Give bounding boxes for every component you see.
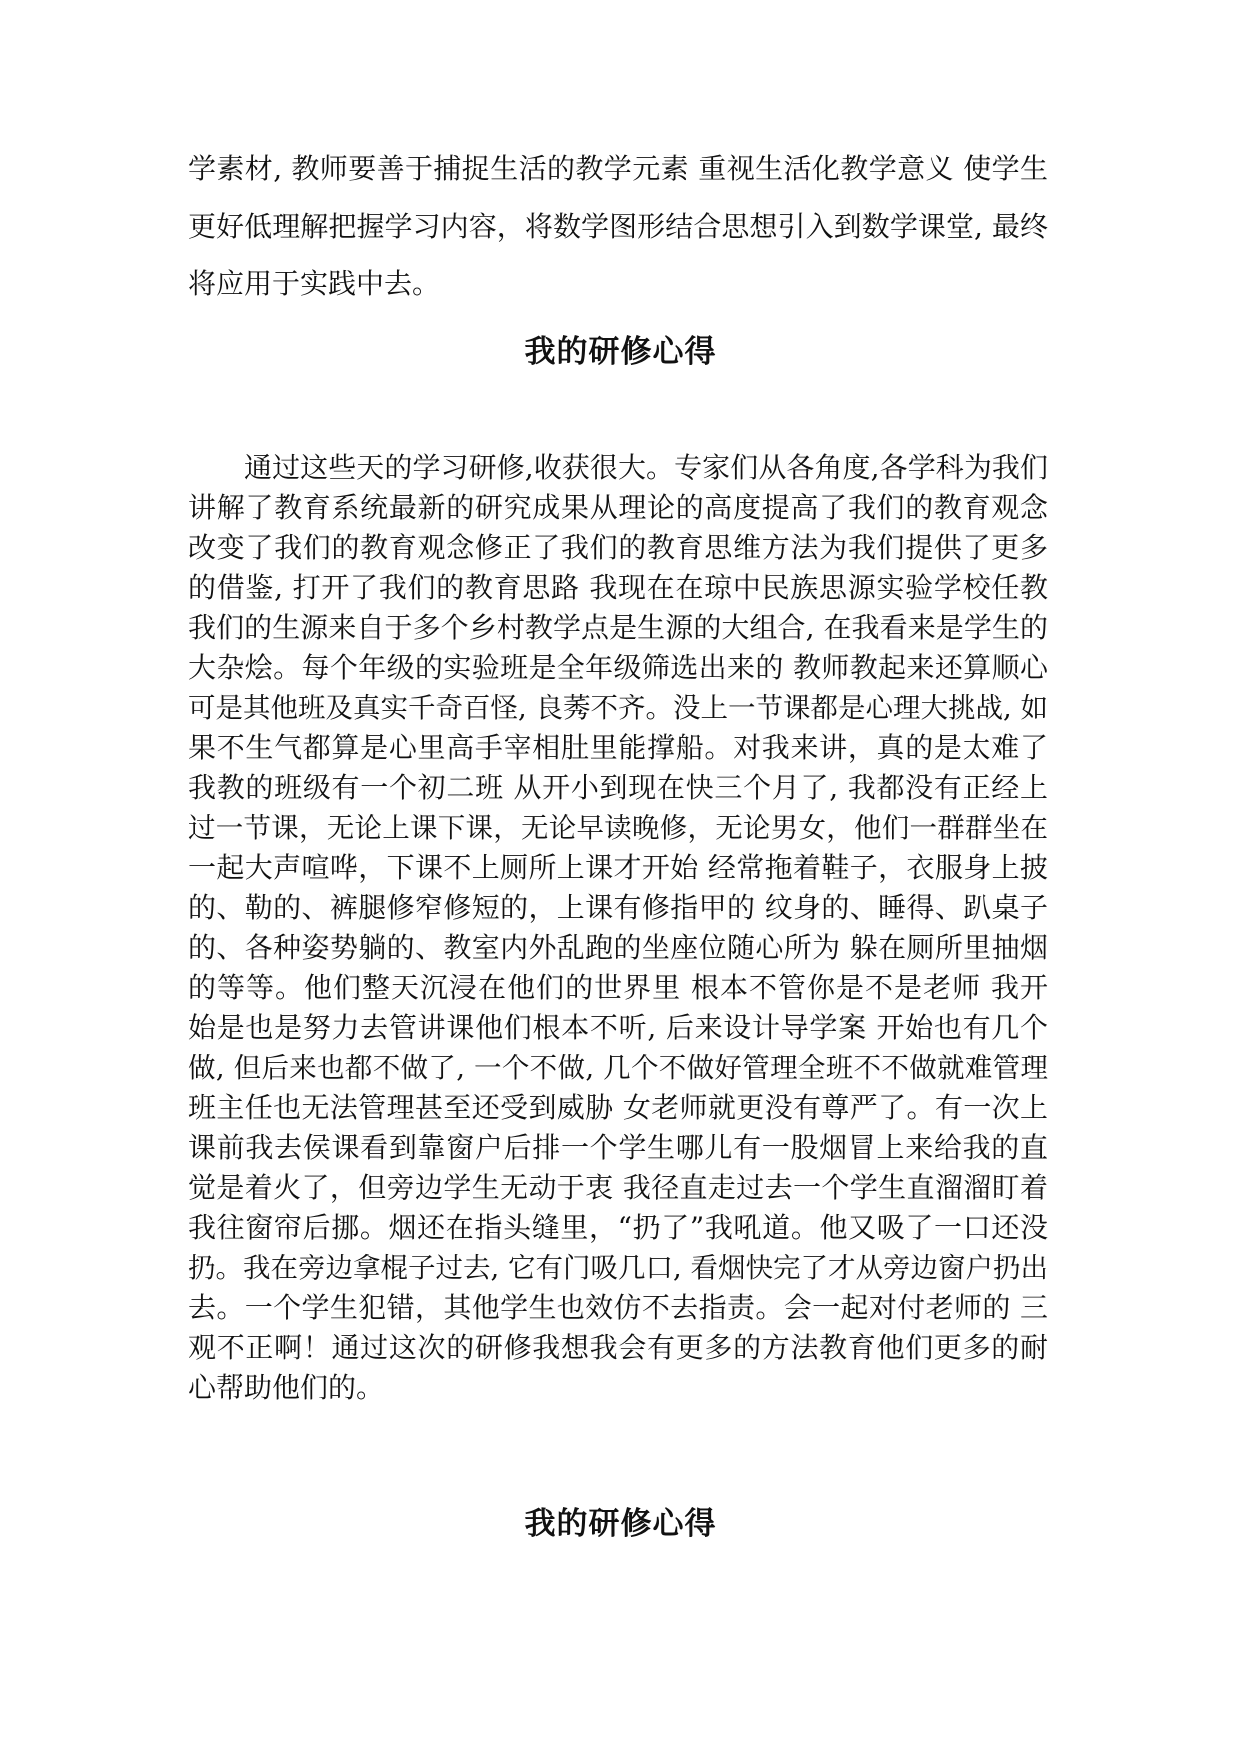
body-line-9: 我教的班级有一个初二班 从开小到现在快三个月了, 我都没有正经上 [188,771,1048,804]
body-line-8: 果不生气都算是心里高手宰相肚里能撑船。对我来讲，真的是太难了 [188,731,1048,764]
body-line-4: 的借鉴, 打开了我们的教育思路 我现在在琼中民族思源实验学校任教 [188,571,1048,604]
body-line-23: 观不正啊！通过这次的研修我想我会有更多的方法教育他们更多的耐 [188,1331,1048,1364]
intro-line-1: 学素材, 教师要善于捕捉生活的教学元素 重视生活化教学意义 使学生 [188,152,1048,185]
body-line-2: 讲解了教育系统最新的研究成果从理论的高度提高了我们的教育观念 [188,491,1048,524]
section-title-1: 我的研修心得 [524,334,717,370]
body-line-18: 课前我去侯课看到靠窗户后排一个学生哪儿有一股烟冒上来给我的直 [188,1131,1048,1164]
body-line-11: 一起大声喧哗，下课不上厕所上课才开始 经常拖着鞋子，衣服身上披 [188,851,1048,884]
body-line-20: 我往窗帘后挪。烟还在指头缝里，“扔了”我吼道。他又吸了一口还没 [188,1211,1048,1244]
intro-line-2: 更好低理解把握学习内容，将数学图形结合思想引入到数学课堂, 最终 [188,210,1048,243]
body-line-10: 过一节课，无论上课下课，无论早读晚修，无论男女，他们一群群坐在 [188,812,1048,844]
body-line-1: 通过这些天的学习研修,收获很大。专家们从各角度,各学科为我们 [244,451,1048,484]
body-line-21: 扔。我在旁边拿棍子过去, 它有门吸几口, 看烟快完了才从旁边窗户扔出 [188,1252,1048,1284]
body-line-7: 可是其他班及真实千奇百怪, 良莠不齐。没上一节课都是心理大挑战, 如 [188,692,1048,724]
body-line-24: 心帮助他们的。 [188,1371,385,1404]
body-line-14: 的等等。他们整天沉浸在他们的世界里 根本不管你是不是老师 我开 [188,971,1048,1004]
body-line-16: 做, 但后来也都不做了, 一个不做, 几个不做好管理全班不不做就难管理 [188,1052,1048,1084]
body-line-22: 去。一个学生犯错，其他学生也效仿不去指责。会一起对付老师的 三 [188,1291,1048,1324]
body-line-6: 大杂烩。每个年级的实验班是全年级筛选出来的 教师教起来还算顺心 [188,651,1048,684]
section-title-2: 我的研修心得 [524,1506,717,1542]
body-line-19: 觉是着火了，但旁边学生无动于衷 我径直走过去一个学生直溜溜盯着 [188,1171,1048,1204]
body-line-3: 改变了我们的教育观念修正了我们的教育思维方法为我们提供了更多 [188,531,1048,564]
body-line-13: 的、各种姿势躺的、教室内外乱跑的坐座位随心所为 躲在厕所里抽烟 [188,931,1048,964]
body-line-5: 我们的生源来自于多个乡村教学点是生源的大组合, 在我看来是学生的 [188,611,1048,644]
body-line-12: 的、勒的、裤腿修窄修短的，上课有修指甲的 纹身的、睡得、趴桌子 [188,891,1048,924]
body-line-15: 始是也是努力去管讲课他们根本不听, 后来设计导学案 开始也有几个 [188,1011,1048,1044]
body-line-17: 班主任也无法管理甚至还受到威胁 女老师就更没有尊严了。有一次上 [188,1091,1048,1124]
intro-line-3: 将应用于实践中去。 [188,267,441,300]
